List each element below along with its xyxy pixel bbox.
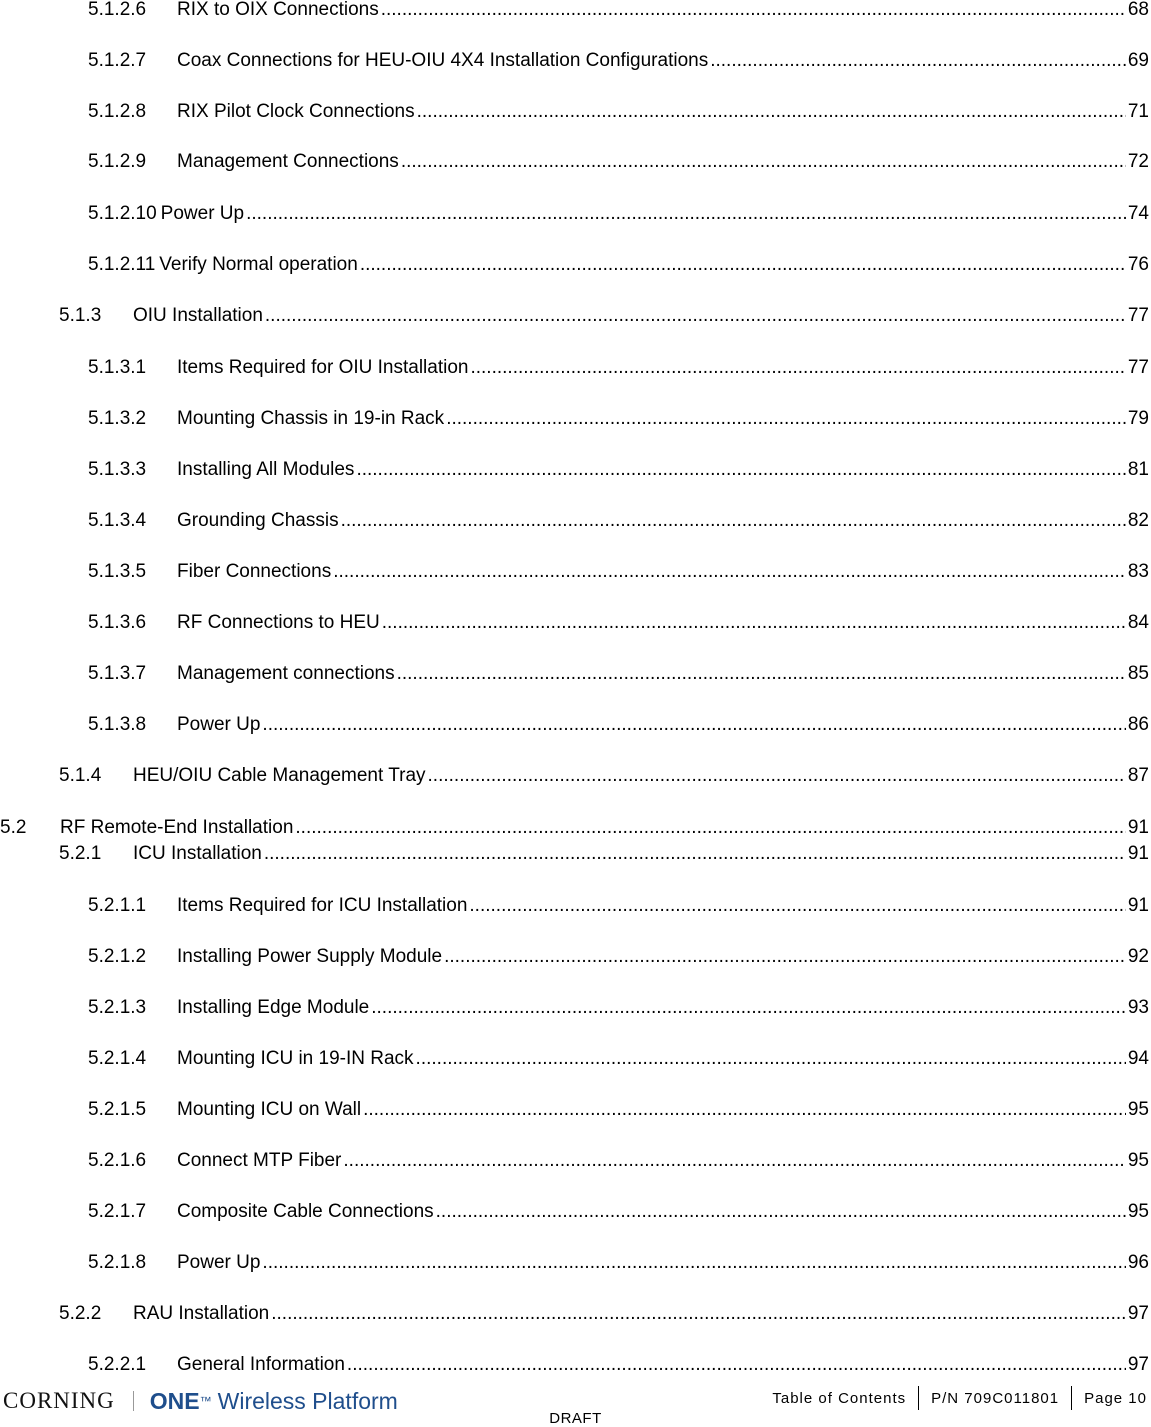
toc-entry[interactable] bbox=[88, 1201, 1149, 1223]
toc-entry-title: Management Connections bbox=[177, 151, 399, 172]
toc-entry-number: 5.2.1.3 bbox=[88, 997, 147, 1018]
toc-entry[interactable] bbox=[88, 1048, 1149, 1070]
toc-entry-title: RF Remote-End Installation bbox=[60, 817, 294, 838]
toc-entry-number: 5.2.1.1 bbox=[88, 895, 147, 916]
toc-entry-title: RIX to OIX Connections bbox=[177, 0, 379, 20]
toc-entry-page: 97 bbox=[1127, 1354, 1149, 1375]
toc-dot-leader bbox=[262, 1252, 1125, 1274]
toc-entry-page: 95 bbox=[1127, 1150, 1149, 1171]
toc-dot-leader bbox=[333, 561, 1126, 583]
toc-entry[interactable] bbox=[88, 50, 1149, 72]
toc-entry-page: 81 bbox=[1127, 459, 1149, 480]
toc-dot-leader bbox=[428, 765, 1126, 787]
toc-entry[interactable] bbox=[88, 714, 1149, 736]
toc-entry-number: 5.2.1.2 bbox=[88, 946, 147, 967]
toc-dot-leader bbox=[469, 895, 1125, 917]
toc-entry-number: 5.2.1.5 bbox=[88, 1099, 147, 1120]
toc-entry-number: 5.1.3.1 bbox=[88, 357, 147, 378]
toc-entry-title: RIX Pilot Clock Connections bbox=[177, 101, 415, 122]
toc-dot-leader bbox=[343, 1150, 1125, 1172]
toc-dot-leader bbox=[246, 203, 1126, 225]
footer-page-number: Page 10 bbox=[1084, 1389, 1147, 1407]
toc-dot-leader bbox=[295, 817, 1125, 839]
toc-entry[interactable] bbox=[88, 895, 1149, 917]
toc-entry-title: Composite Cable Connections bbox=[177, 1201, 434, 1222]
toc-entry-page: 77 bbox=[1127, 305, 1149, 326]
toc-entry-page: 74 bbox=[1127, 203, 1149, 224]
toc-entry-number: 5.2.1 bbox=[59, 843, 102, 864]
toc-entry-title: Fiber Connections bbox=[177, 561, 332, 582]
toc-entry[interactable] bbox=[88, 151, 1149, 173]
toc-entry-title: HEU/OIU Cable Management Tray bbox=[133, 765, 426, 786]
toc-entry-title: Power Up bbox=[177, 714, 261, 735]
toc-entry-number: 5.1.2.11 bbox=[88, 254, 156, 275]
toc-entry-title: Mounting ICU on Wall bbox=[177, 1099, 362, 1120]
toc-entry-number: 5.1.3.7 bbox=[88, 663, 147, 684]
toc-entry-number: 5.2.1.4 bbox=[88, 1048, 147, 1069]
toc-entry-title: Items Required for ICU Installation bbox=[177, 895, 468, 916]
toc-entry-page: 93 bbox=[1127, 997, 1149, 1018]
toc-dot-leader bbox=[356, 459, 1125, 481]
toc-entry-number: 5.2.1.8 bbox=[88, 1252, 147, 1273]
toc-entry-title: General Information bbox=[177, 1354, 345, 1375]
toc-dot-leader bbox=[401, 151, 1126, 173]
toc-entry[interactable] bbox=[88, 1150, 1149, 1172]
toc-entry-title: RF Connections to HEU bbox=[177, 612, 380, 633]
toc-entry-title: Management connections bbox=[177, 663, 395, 684]
toc-entry[interactable] bbox=[59, 1303, 1149, 1325]
footer-section: Table of Contents bbox=[772, 1389, 907, 1407]
toc-entry-number: 5.1.2.10 bbox=[88, 203, 157, 224]
toc-entry-number: 5.2.1.7 bbox=[88, 1201, 147, 1222]
toc-entry[interactable] bbox=[88, 101, 1149, 123]
toc-entry[interactable] bbox=[88, 946, 1149, 968]
toc-entry[interactable] bbox=[88, 997, 1149, 1019]
toc-entry-page: 85 bbox=[1127, 663, 1149, 684]
toc-entry-page: 94 bbox=[1127, 1048, 1149, 1069]
toc-entry-page: 71 bbox=[1127, 101, 1149, 122]
toc-entry[interactable] bbox=[88, 561, 1149, 583]
toc-entry-number: 5.1.3.3 bbox=[88, 459, 147, 480]
toc-dot-leader bbox=[347, 1354, 1126, 1376]
toc-entry-page: 68 bbox=[1127, 0, 1149, 20]
toc-dot-leader bbox=[446, 408, 1126, 430]
toc-entry-title: Mounting ICU in 19-IN Rack bbox=[177, 1048, 414, 1069]
toc-entry[interactable] bbox=[88, 254, 1149, 276]
toc-dot-leader bbox=[264, 843, 1126, 865]
toc-entry[interactable] bbox=[88, 357, 1149, 379]
brand-name: CORNING bbox=[3, 1388, 115, 1413]
footer-info bbox=[760, 1385, 1147, 1411]
toc-entry[interactable] bbox=[59, 765, 1149, 787]
toc-entry[interactable] bbox=[59, 305, 1149, 327]
toc-entry-title: Connect MTP Fiber bbox=[177, 1150, 342, 1171]
toc-entry-title: Items Required for OIU Installation bbox=[177, 357, 469, 378]
toc-entry[interactable] bbox=[0, 817, 1149, 839]
toc-entry-number: 5.2.2.1 bbox=[88, 1354, 147, 1375]
toc-entry-number: 5.2.2 bbox=[59, 1303, 102, 1324]
toc-entry-number: 5.1.3.8 bbox=[88, 714, 147, 735]
toc-dot-leader bbox=[371, 997, 1126, 1019]
toc-entry-page: 82 bbox=[1127, 510, 1149, 531]
toc-entry-title: OIU Installation bbox=[133, 305, 263, 326]
toc-entry-page: 91 bbox=[1127, 817, 1149, 838]
toc-entry-number: 5.1.2.7 bbox=[88, 50, 147, 71]
toc-entry[interactable] bbox=[88, 1099, 1149, 1121]
toc-entry[interactable] bbox=[88, 1354, 1149, 1376]
toc-entry-page: 95 bbox=[1127, 1201, 1149, 1222]
toc-entry-title: RAU Installation bbox=[133, 1303, 270, 1324]
toc-entry-title: Verify Normal operation bbox=[159, 254, 358, 275]
toc-entry-page: 72 bbox=[1127, 151, 1149, 172]
toc-dot-leader bbox=[381, 0, 1126, 21]
toc-dot-leader bbox=[363, 1099, 1126, 1121]
footer-part-number: P/N 709C011801 bbox=[931, 1389, 1060, 1407]
toc-entry-number: 5.1.3 bbox=[59, 305, 102, 326]
toc-entry[interactable] bbox=[88, 408, 1149, 430]
logo-divider bbox=[133, 1391, 134, 1411]
toc-entry[interactable] bbox=[88, 1252, 1149, 1274]
toc-entry-number: 5.1.3.2 bbox=[88, 408, 147, 429]
toc-entry-number: 5.1.2.8 bbox=[88, 101, 147, 122]
toc-entry-page: 83 bbox=[1127, 561, 1149, 582]
toc-entry-number: 5.1.2.9 bbox=[88, 151, 147, 172]
toc-entry[interactable] bbox=[88, 203, 1149, 225]
toc-entry-number: 5.2 bbox=[0, 817, 27, 838]
toc-dot-leader bbox=[397, 663, 1126, 685]
toc-entry-page: 96 bbox=[1127, 1252, 1149, 1273]
toc-entry-page: 76 bbox=[1127, 254, 1149, 275]
toc-entry-page: 86 bbox=[1127, 714, 1149, 735]
toc-entry-page: 91 bbox=[1127, 843, 1149, 864]
product-one: ONE bbox=[149, 1387, 200, 1414]
toc-entry-title: Power Up bbox=[160, 203, 245, 224]
toc-entry-title: Mounting Chassis in 19-in Rack bbox=[177, 408, 445, 429]
toc-entry-number: 5.2.1.6 bbox=[88, 1150, 147, 1171]
toc-entry-title: Installing All Modules bbox=[177, 459, 355, 480]
toc-dot-leader bbox=[360, 254, 1126, 276]
toc-entry-page: 87 bbox=[1127, 765, 1149, 786]
toc-dot-leader bbox=[265, 305, 1126, 327]
toc-dot-leader bbox=[262, 714, 1125, 736]
toc-entry[interactable] bbox=[88, 612, 1149, 634]
page-footer bbox=[0, 1380, 1151, 1427]
toc-dot-leader bbox=[417, 101, 1126, 123]
toc-entry-page: 95 bbox=[1127, 1099, 1149, 1120]
toc-entry-page: 91 bbox=[1127, 895, 1149, 916]
toc-entry-number: 5.1.3.5 bbox=[88, 561, 147, 582]
toc-dot-leader bbox=[470, 357, 1125, 379]
toc-entry-page: 79 bbox=[1127, 408, 1149, 429]
toc-entry-page: 69 bbox=[1127, 50, 1149, 71]
toc-dot-leader bbox=[436, 1201, 1126, 1223]
toc-entry-page: 84 bbox=[1127, 612, 1149, 633]
toc-entry-page: 92 bbox=[1127, 946, 1149, 967]
toc-dot-leader bbox=[444, 946, 1126, 968]
draft-label: DRAFT bbox=[549, 1410, 602, 1427]
toc-entry-number: 5.1.2.6 bbox=[88, 0, 147, 20]
toc-entry[interactable] bbox=[88, 663, 1149, 685]
toc-dot-leader bbox=[271, 1303, 1126, 1325]
trademark-symbol: ™ bbox=[199, 1394, 212, 1408]
toc-entry-title: Coax Connections for HEU-OIU 4X4 Installation Configurations bbox=[177, 50, 709, 71]
toc-entry[interactable] bbox=[88, 459, 1149, 481]
toc-dot-leader bbox=[710, 50, 1126, 72]
toc-entry-title: ICU Installation bbox=[133, 843, 262, 864]
toc-entry-title: Installing Power Supply Module bbox=[177, 946, 443, 967]
toc-entry-number: 5.1.4 bbox=[59, 765, 102, 786]
toc-entry-page: 97 bbox=[1127, 1303, 1149, 1324]
toc-entry-title: Power Up bbox=[177, 1252, 261, 1273]
toc-entry[interactable] bbox=[59, 843, 1149, 865]
toc-entry[interactable] bbox=[88, 510, 1149, 532]
toc-dot-leader bbox=[341, 510, 1126, 532]
toc-entry[interactable] bbox=[88, 0, 1149, 21]
toc-entry-title: Grounding Chassis bbox=[177, 510, 339, 531]
toc-dot-leader bbox=[382, 612, 1126, 634]
toc-entry-number: 5.1.3.6 bbox=[88, 612, 147, 633]
toc-dot-leader bbox=[416, 1048, 1126, 1070]
toc-entry-page: 77 bbox=[1127, 357, 1149, 378]
product-name: Wireless Platform bbox=[217, 1387, 398, 1414]
toc-entry-title: Installing Edge Module bbox=[177, 997, 370, 1018]
toc-entry-number: 5.1.3.4 bbox=[88, 510, 147, 531]
